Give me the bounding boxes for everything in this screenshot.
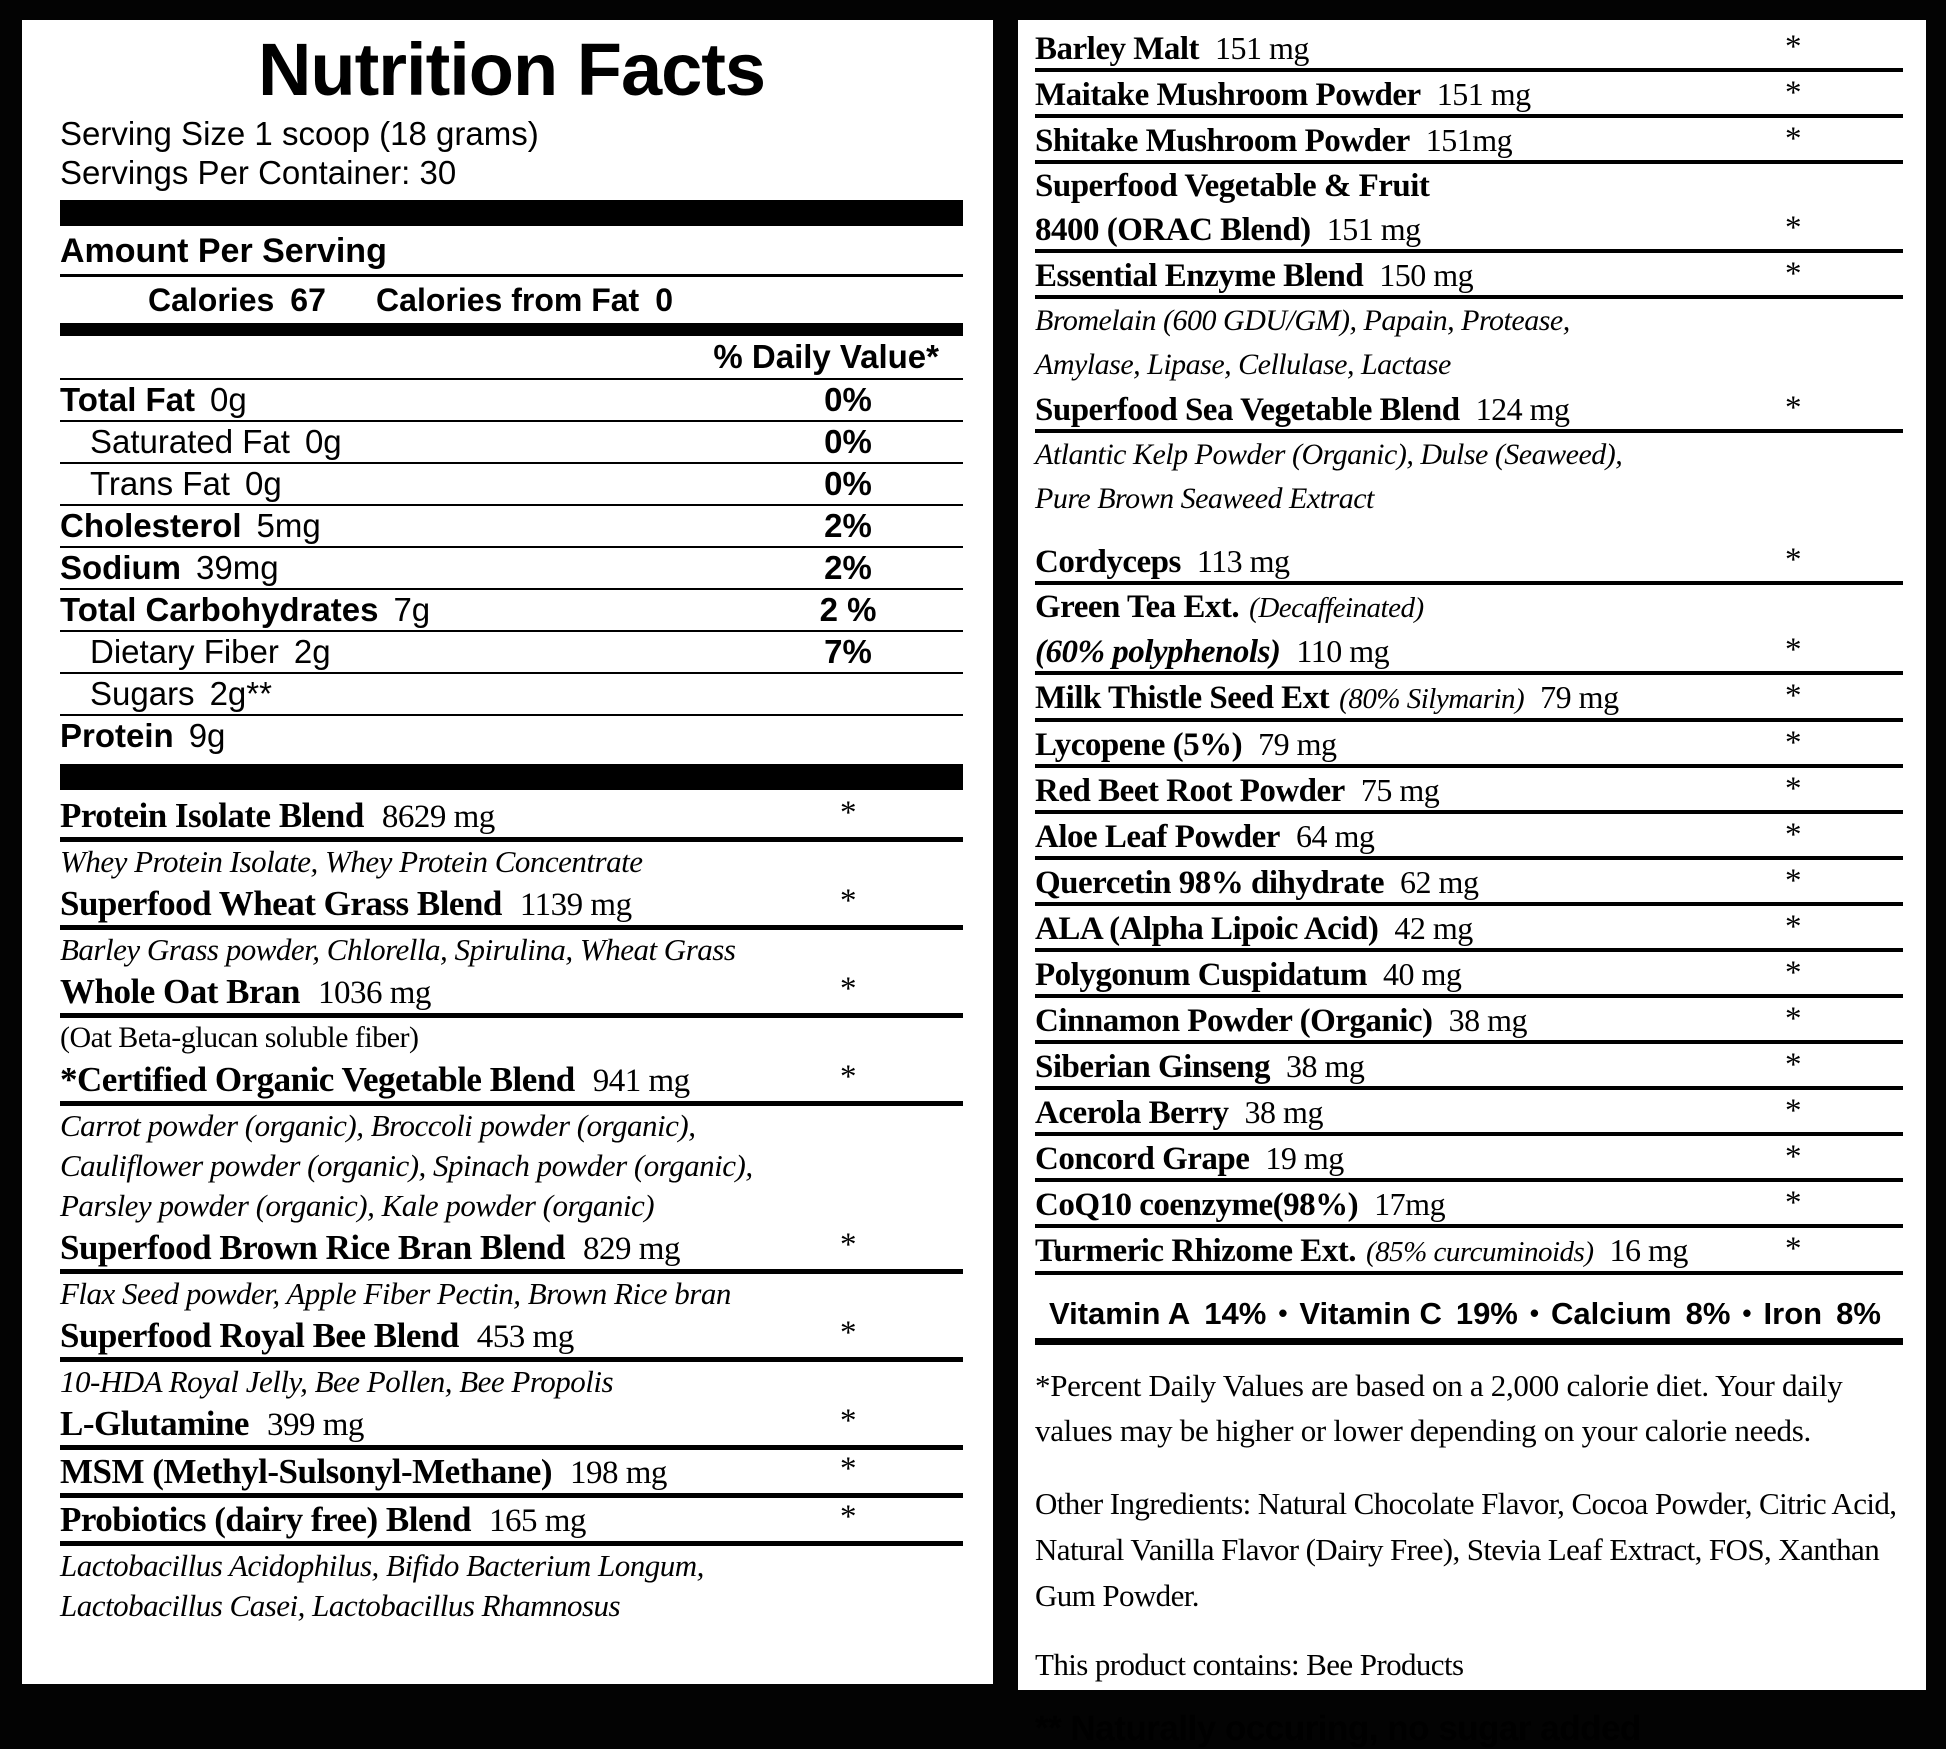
supplement-name: Superfood Brown Rice Bran Blend xyxy=(60,1228,566,1267)
supplement-ingredients: Lactobacillus Casei, Lactobacillus Rhamnosus xyxy=(60,1588,621,1623)
supplement-amount: 198 mg xyxy=(569,1455,667,1491)
supplement-amount: 8629 mg xyxy=(381,799,495,835)
right-panel xyxy=(1018,20,1926,1748)
supplement-row xyxy=(60,1314,963,1362)
nutrient-row xyxy=(60,464,963,506)
supplement-name: Barley Malt xyxy=(1035,31,1200,67)
vitamin-label: Iron xyxy=(1763,1296,1823,1331)
nutrient-label: Protein xyxy=(60,717,174,754)
supplement-amount: 829 mg xyxy=(583,1231,680,1267)
asterisk-daily-value: * xyxy=(1785,1001,1801,1037)
supplement-note: (80% Silymarin) xyxy=(1339,683,1525,715)
calories-value: 67 xyxy=(290,282,326,318)
supplement-amount: 1036 mg xyxy=(317,975,431,1011)
supplement-row xyxy=(60,1402,963,1450)
nutrient-value: 7g xyxy=(393,591,431,628)
supplement-name: Whole Oat Bran xyxy=(60,972,300,1011)
nutrient-row xyxy=(60,590,963,632)
vitamin-item xyxy=(1551,1296,1730,1331)
nutrient-daily-value: 2% xyxy=(824,549,872,586)
supplement-name: Shitake Mushroom Powder xyxy=(1035,123,1410,159)
supplement-row xyxy=(1035,814,1903,860)
supplement-name: Superfood Vegetable & Fruit xyxy=(1035,168,1430,204)
supplement-name: Polygonum Cuspidatum xyxy=(1035,957,1368,993)
bullet-separator: • xyxy=(1742,1298,1752,1328)
supplement-name: Probiotics (dairy free) Blend xyxy=(60,1500,471,1539)
supplement-name: Turmeric Rhizome Ext. xyxy=(1035,1233,1356,1269)
supplement-name: MSM (Methyl-Sulsonyl-Methane) xyxy=(60,1452,552,1491)
supplement-name: Aloe Leaf Powder xyxy=(1035,819,1280,855)
supplement-row xyxy=(60,882,963,930)
asterisk-daily-value: * xyxy=(1785,678,1801,714)
supplement-row xyxy=(1035,207,1903,253)
supplement-ingredients: (Oat Beta-glucan soluble fiber) xyxy=(60,1021,419,1054)
nutrient-label: Dietary Fiber xyxy=(90,633,279,670)
nutrient-row xyxy=(60,422,963,464)
supplement-ingredients: Cauliflower powder (organic), Spinach powder (organic), xyxy=(60,1148,753,1183)
supplement-name: CoQ10 coenzyme(98%) xyxy=(1035,1187,1359,1223)
calories-from-fat-label: Calories from Fat xyxy=(376,282,640,318)
nutrient-daily-value: 0% xyxy=(824,423,872,460)
nutrient-value: 0g xyxy=(304,423,342,460)
asterisk-daily-value: * xyxy=(840,1499,856,1535)
supplement-ingredients: Bromelain (600 GDU/GM), Papain, Protease, xyxy=(1035,304,1570,337)
vitamin-label: Vitamin A xyxy=(1049,1296,1191,1331)
supplement-row xyxy=(1035,860,1903,906)
calories-from-fat-value: 0 xyxy=(655,282,673,318)
supplement-amount: 1139 mg xyxy=(519,887,632,923)
asterisk-daily-value: * xyxy=(1785,1185,1801,1221)
supplement-row xyxy=(60,1450,963,1498)
nutrient-table xyxy=(60,380,963,756)
asterisk-daily-value: * xyxy=(1785,1139,1801,1175)
supplement-amount: 16 mg xyxy=(1609,1232,1688,1268)
supplement-row xyxy=(1035,253,1903,299)
supplement-name: Cordyceps xyxy=(1035,544,1181,580)
vitamin-value: 14% xyxy=(1204,1296,1267,1331)
supplement-amount: 38 mg xyxy=(1448,1002,1527,1038)
supplement-name: Concord Grape xyxy=(1035,1141,1250,1177)
supplement-row xyxy=(1035,1136,1903,1182)
supplement-amount: 165 mg xyxy=(488,1503,586,1539)
supplement-name-line xyxy=(1035,585,1903,629)
supplement-amount: 151 mg xyxy=(1326,211,1421,247)
asterisk-daily-value: * xyxy=(840,971,856,1007)
asterisk-daily-value: * xyxy=(1785,210,1801,246)
supplement-name: *Certified Organic Vegetable Blend xyxy=(60,1060,575,1099)
supplement-amount: 151 mg xyxy=(1215,30,1309,66)
asterisk-daily-value: * xyxy=(1785,256,1801,292)
asterisk-daily-value: * xyxy=(1785,390,1801,426)
supplement-row xyxy=(60,794,963,842)
supplement-amount: 19 mg xyxy=(1265,1140,1344,1176)
supplement-amount: 64 mg xyxy=(1295,818,1375,854)
supplement-name: Siberian Ginseng xyxy=(1035,1049,1270,1085)
supplement-row xyxy=(1035,387,1903,433)
daily-value-header: % Daily Value* xyxy=(60,336,963,380)
thick-divider-bar xyxy=(60,764,963,790)
vitamin-value: 8% xyxy=(1836,1296,1881,1331)
vitamin-item xyxy=(1764,1296,1881,1331)
servings-per-container: Servings Per Container: 30 xyxy=(60,154,457,191)
supplement-amount: 62 mg xyxy=(1400,864,1479,900)
nutrient-daily-value: 2 % xyxy=(819,591,877,628)
supplement-name: 8400 (ORAC Blend) xyxy=(1035,212,1311,248)
supplement-row xyxy=(1035,26,1903,72)
supplement-table-left xyxy=(60,794,963,1626)
supplement-name: (60% polyphenols) xyxy=(1035,634,1281,670)
nutrient-daily-value: 2% xyxy=(824,507,872,544)
supplement-name: Acerola Berry xyxy=(1035,1095,1229,1131)
vitamin-minerals-line xyxy=(1035,1291,1903,1336)
asterisk-daily-value: * xyxy=(1785,817,1801,853)
supplement-amount: 151 mg xyxy=(1436,76,1531,112)
asterisk-daily-value: * xyxy=(1785,121,1801,157)
supplement-name: Quercetin 98% dihydrate xyxy=(1035,865,1385,901)
supplement-name: Cinnamon Powder (Organic) xyxy=(1035,1003,1433,1039)
asterisk-daily-value: * xyxy=(840,1403,856,1439)
supplement-row xyxy=(1035,722,1903,768)
supplement-name: Milk Thistle Seed Ext xyxy=(1035,680,1330,716)
supplement-amount: 38 mg xyxy=(1285,1048,1365,1084)
vitamin-divider-bar xyxy=(1035,1338,1903,1345)
nutrient-daily-value: 7% xyxy=(824,633,872,670)
supplement-name: Protein Isolate Blend xyxy=(60,796,364,835)
medium-divider-bar xyxy=(60,323,963,336)
supplement-amount: 399 mg xyxy=(266,1407,364,1443)
supplement-row xyxy=(1035,998,1903,1044)
nutrient-row xyxy=(60,674,963,716)
supplement-row xyxy=(1035,539,1903,585)
asterisk-daily-value: * xyxy=(1785,632,1801,668)
supplement-amount: 40 mg xyxy=(1383,956,1462,992)
supplement-row xyxy=(1035,906,1903,952)
supplement-row xyxy=(1035,1182,1903,1228)
calories-from-fat xyxy=(376,279,673,321)
asterisk-daily-value: * xyxy=(1785,29,1801,65)
supplement-amount: 75 mg xyxy=(1360,772,1440,808)
page-title: Nutrition Facts xyxy=(257,28,766,111)
asterisk-daily-value: * xyxy=(1785,725,1801,761)
nutrient-value: 0g xyxy=(244,465,282,502)
nutrient-label: Trans Fat xyxy=(90,465,230,502)
nutrient-row xyxy=(60,506,963,548)
supplement-note: (85% curcuminoids) xyxy=(1365,1236,1594,1268)
supplement-amount: 124 mg xyxy=(1475,391,1570,427)
nutrient-label: Total Fat xyxy=(60,381,196,418)
other-ingredients: Other Ingredients: Natural Chocolate Flavor, Cocoa Powder, Citric Acid, Natural Vanilla Flavor (Dairy Free), Stevia Leaf Extract, FOS, Xanthan Gum Powder. xyxy=(1035,1486,1897,1613)
asterisk-daily-value: * xyxy=(1785,771,1801,807)
supplement-row xyxy=(60,970,963,1018)
nutrient-row xyxy=(60,716,963,756)
supplement-amount: 941 mg xyxy=(592,1063,690,1099)
asterisk-daily-value: * xyxy=(1785,955,1801,991)
asterisk-daily-value: * xyxy=(840,883,856,919)
supplement-name: Superfood Sea Vegetable Blend xyxy=(1035,392,1460,428)
asterisk-daily-value: * xyxy=(1785,863,1801,899)
supplement-row xyxy=(60,1226,963,1274)
calories-row xyxy=(60,277,963,323)
vitamin-value: 19% xyxy=(1455,1296,1518,1331)
supplement-amount: 79 mg xyxy=(1258,726,1337,762)
spacer xyxy=(1035,521,1903,539)
supplement-row xyxy=(1035,1090,1903,1136)
supplement-note: (Decaffeinated) xyxy=(1249,592,1424,624)
calories-label: Calories xyxy=(148,282,275,318)
asterisk-daily-value: * xyxy=(1785,1093,1801,1129)
supplement-amount: 151mg xyxy=(1425,122,1513,158)
supplement-row xyxy=(1035,118,1903,164)
nutrient-label: Saturated Fat xyxy=(90,423,290,460)
supplement-ingredients: Pure Brown Seaweed Extract xyxy=(1035,482,1374,515)
nutrient-label: Cholesterol xyxy=(60,507,242,544)
supplement-name-line xyxy=(1035,164,1903,207)
supplement-name: Essential Enzyme Blend xyxy=(1035,258,1364,294)
nutrient-value: 9g xyxy=(188,717,226,754)
nutrient-value: 5mg xyxy=(256,507,321,544)
nutrient-label: Total Carbohydrates xyxy=(60,591,379,628)
supplement-row xyxy=(60,1058,963,1106)
left-panel xyxy=(22,20,993,1684)
supplement-amount: 42 mg xyxy=(1394,910,1473,946)
asterisk-daily-value: * xyxy=(840,1451,856,1487)
supplement-row xyxy=(1035,1044,1903,1090)
vitamin-item xyxy=(1049,1296,1266,1331)
asterisk-daily-value: * xyxy=(1785,542,1801,578)
supplement-ingredients: Amylase, Lipase, Cellulase, Lactase xyxy=(1035,348,1451,381)
nutrient-value: 39mg xyxy=(196,549,279,586)
supplement-name: ALA (Alpha Lipoic Acid) xyxy=(1035,911,1379,947)
supplement-ingredients: Lactobacillus Acidophilus, Bifido Bacterium Longum, xyxy=(60,1548,704,1583)
serving-size: Serving Size 1 scoop (18 grams) xyxy=(60,115,539,152)
supplement-table-right xyxy=(1035,26,1903,1275)
nutrient-row xyxy=(60,380,963,422)
supplement-name: Green Tea Ext. xyxy=(1035,589,1240,625)
supplement-ingredients: Flax Seed powder, Apple Fiber Pectin, Brown Rice bran xyxy=(60,1276,731,1311)
supplement-row xyxy=(1035,768,1903,814)
supplement-ingredients: Whey Protein Isolate, Whey Protein Concentrate xyxy=(60,844,643,879)
supplement-name: Maitake Mushroom Powder xyxy=(1035,77,1421,113)
calories xyxy=(148,279,326,321)
sugar-note: ** Naturally occuring, no sugar added xyxy=(1035,1709,1641,1748)
supplement-row xyxy=(1035,952,1903,998)
bullet-separator: • xyxy=(1529,1298,1539,1328)
supplement-name: Lycopene (5%) xyxy=(1035,727,1243,763)
supplement-amount: 150 mg xyxy=(1379,257,1474,293)
nutrient-daily-value: 0% xyxy=(824,381,872,418)
bullet-separator: • xyxy=(1278,1298,1288,1328)
vitamin-label: Calcium xyxy=(1550,1296,1672,1331)
vitamin-value: 8% xyxy=(1685,1296,1731,1331)
supplement-ingredients: Parsley powder (organic), Kale powder (organic) xyxy=(60,1188,655,1223)
supplement-row xyxy=(1035,72,1903,118)
nutrient-value: 2g** xyxy=(209,675,272,712)
supplement-row xyxy=(1035,1228,1903,1275)
daily-value-footnote: *Percent Daily Values are based on a 2,000 calorie diet. Your daily values may be higher or lower depending on your calorie needs. xyxy=(1035,1368,1843,1448)
supplement-ingredients: Carrot powder (organic), Broccoli powder (organic), xyxy=(60,1108,696,1143)
supplement-amount: 38 mg xyxy=(1244,1094,1323,1130)
asterisk-daily-value: * xyxy=(1785,909,1801,945)
supplement-amount: 79 mg xyxy=(1540,679,1619,715)
nutrient-row xyxy=(60,548,963,590)
supplement-ingredients: Atlantic Kelp Powder (Organic), Dulse (Seaweed), xyxy=(1035,438,1623,471)
supplement-amount: 110 mg xyxy=(1296,633,1390,669)
asterisk-daily-value: * xyxy=(1785,75,1801,111)
nutrient-label: Sodium xyxy=(60,549,181,586)
supplement-amount: 17mg xyxy=(1374,1186,1446,1222)
allergen-statement: This product contains: Bee Products xyxy=(1035,1647,1464,1682)
nutrient-value: 2g xyxy=(293,633,331,670)
supplement-ingredients: Barley Grass powder, Chlorella, Spirulina, Wheat Grass xyxy=(60,932,736,967)
supplement-row xyxy=(1035,629,1903,675)
supplement-ingredients: 10-HDA Royal Jelly, Bee Pollen, Bee Propolis xyxy=(60,1364,614,1399)
nutrient-row xyxy=(60,632,963,674)
vitamin-item xyxy=(1299,1296,1517,1331)
nutrient-label: Sugars xyxy=(90,675,195,712)
nutrient-daily-value: 0% xyxy=(824,465,872,502)
thick-divider-bar xyxy=(60,200,963,226)
supplement-name: Superfood Wheat Grass Blend xyxy=(60,884,502,923)
vitamin-label: Vitamin C xyxy=(1299,1296,1442,1331)
supplement-name: Red Beet Root Powder xyxy=(1035,773,1345,809)
supplement-row xyxy=(60,1498,963,1546)
asterisk-daily-value: * xyxy=(840,1059,856,1095)
nutrient-value: 0g xyxy=(210,381,247,418)
asterisk-daily-value: * xyxy=(840,795,856,831)
supplement-name: Superfood Royal Bee Blend xyxy=(60,1316,459,1355)
asterisk-daily-value: * xyxy=(1785,1047,1801,1083)
asterisk-daily-value: * xyxy=(1785,1231,1801,1267)
amount-per-serving-heading: Amount Per Serving xyxy=(60,230,963,277)
supplement-row xyxy=(1035,675,1903,722)
asterisk-daily-value: * xyxy=(840,1315,856,1351)
supplement-amount: 453 mg xyxy=(476,1319,574,1355)
asterisk-daily-value: * xyxy=(840,1227,856,1263)
supplement-amount: 113 mg xyxy=(1196,543,1290,579)
supplement-name: L-Glutamine xyxy=(60,1404,249,1443)
